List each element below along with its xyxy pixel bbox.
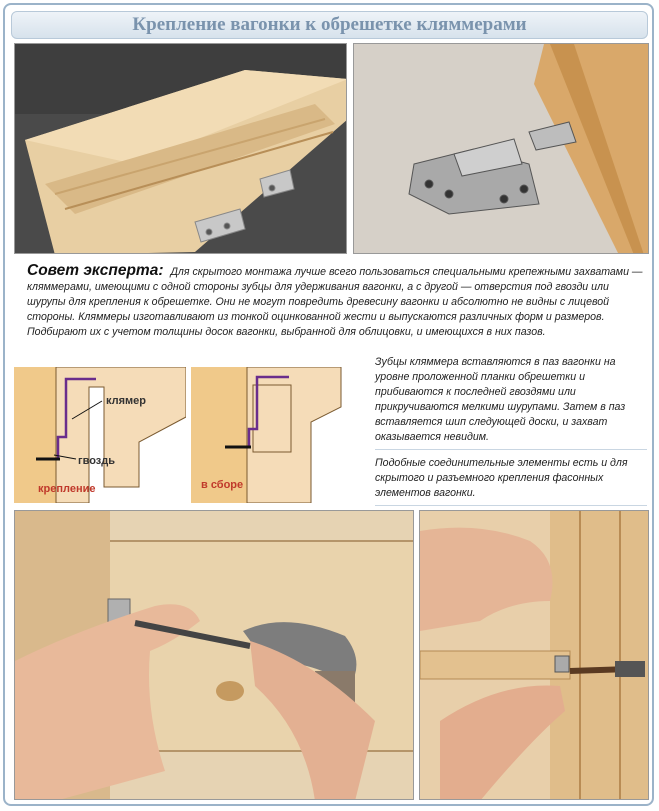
caption-fastening: крепление <box>38 483 96 495</box>
photo-hammering-nail <box>14 510 414 800</box>
expert-text: Для скрытого монтажа лучше всего пользоваться специальными крепежными захватами — кляммерами, имеющими с одной стороны зубцы для удерживания вагонки, а с другой — отверстия под гвозди или шурупы для крепления к обрешетке. Они не могут повредить древесину вагонки и абсолютно не видны с лицевой стороны. Кляммеры изготавливают из тонкой оцинкованной жести и выпускаются различных форм и размеров. Подбирают их с учетом толщины досок вагонки, выбранной для облицовки, и имеющихся в них пазов. <box>27 266 643 338</box>
caption-assembled: в сборе <box>201 479 244 491</box>
label-clip: клямер <box>106 395 147 407</box>
photo-mounting-board <box>419 510 649 800</box>
title-bar <box>11 11 648 39</box>
diagram-assembled <box>191 367 363 503</box>
expert-advice <box>27 263 647 340</box>
side-paragraph-1: Зубцы кляммера вставляются в паз вагонки на уровне проложенной планки обрешетки и прибиваются к последней гвоздями или прикручиваются мелкими шурупами. Затем в паз вставляется шип следующей доски, и захват оказывается невидим. <box>375 355 647 450</box>
photo-clip-closeup <box>353 43 649 254</box>
page-title: Крепление вагонки к обрешетке кляммерами <box>132 14 527 35</box>
photo-board-with-clips <box>14 43 347 254</box>
side-explanation <box>375 355 647 512</box>
expert-heading: Совет эксперта: <box>27 262 164 279</box>
diagram-fastening <box>14 367 186 503</box>
infographic-frame <box>3 3 654 806</box>
side-paragraph-2: Подобные соединительные элементы есть и для скрытого и разъемного крепления фасонных элементов вагонки. <box>375 456 647 506</box>
label-nail: гвоздь <box>78 455 115 467</box>
